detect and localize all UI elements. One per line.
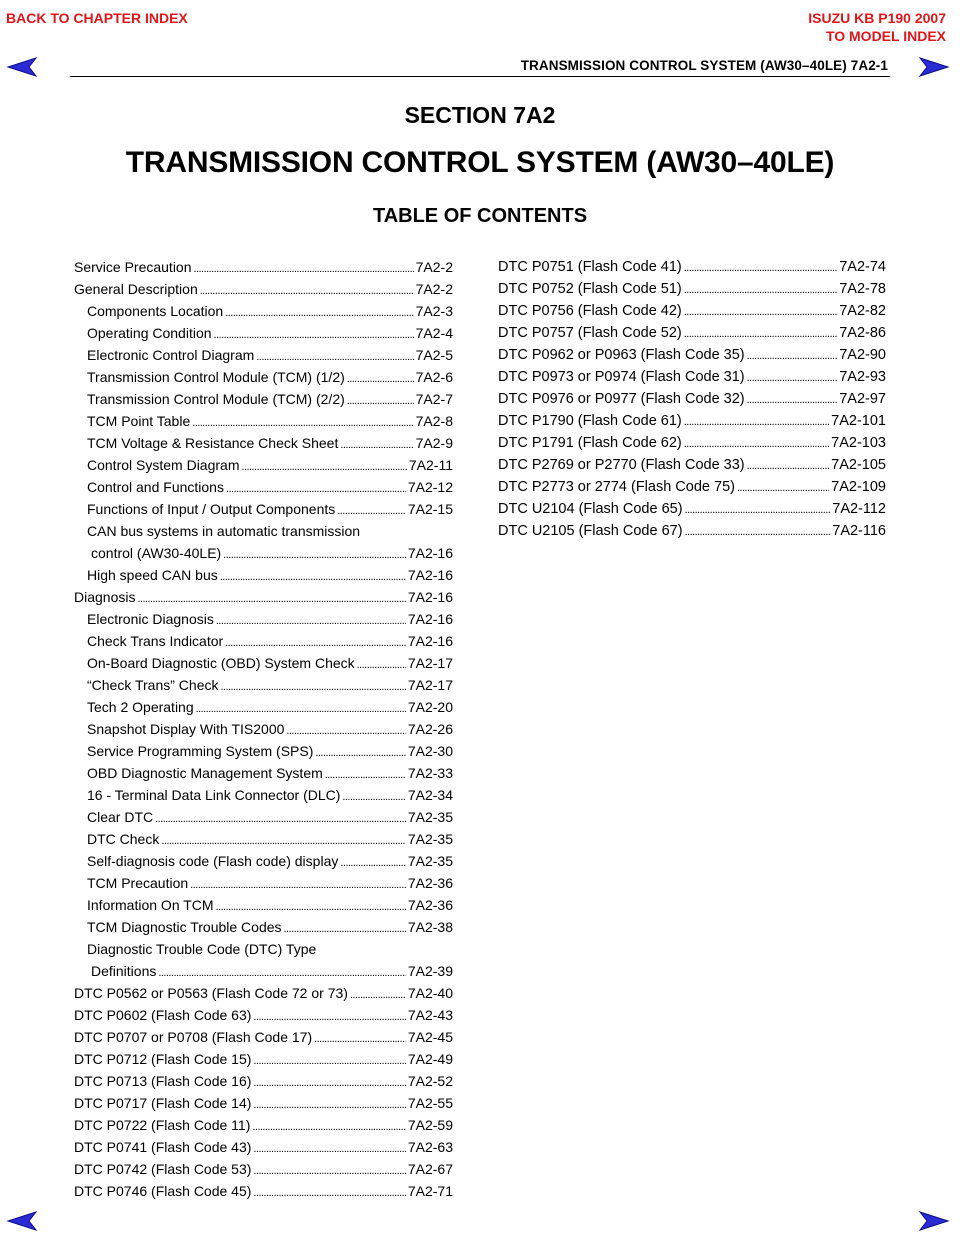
toc-dot-leader	[158, 963, 405, 979]
toc-dot-leader	[256, 347, 413, 363]
toc-dot-leader	[350, 985, 406, 1001]
toc-page-number: 7A2-33	[407, 765, 453, 781]
toc-page-number: 7A2-5	[415, 347, 453, 363]
toc-entry[interactable]	[74, 809, 453, 831]
toc-entry[interactable]	[74, 259, 453, 281]
toc-entry[interactable]	[74, 1051, 453, 1073]
toc-entry[interactable]	[498, 435, 886, 457]
toc-entry-title: Snapshot Display With TIS2000	[87, 721, 285, 737]
toc-entry-title: TCM Voltage & Resistance Check Sheet	[87, 435, 339, 451]
toc-dot-leader	[347, 369, 414, 385]
toc-dot-leader	[314, 1029, 406, 1045]
toc-entry-title: DTC P1790 (Flash Code 61)	[498, 413, 682, 429]
toc-dot-leader	[747, 457, 830, 473]
toc-entry-title: DTC P0713 (Flash Code 16)	[74, 1073, 252, 1089]
toc-dot-leader	[685, 523, 831, 539]
toc-dot-leader	[347, 391, 414, 407]
next-page-arrow-icon[interactable]	[918, 56, 950, 78]
toc-dot-leader	[284, 919, 406, 935]
toc-entry[interactable]	[74, 655, 453, 677]
page-title: TRANSMISSION CONTROL SYSTEM (AW30–40LE)	[125, 146, 835, 179]
model-title-link[interactable]: ISUZU KB P190 2007	[808, 10, 946, 26]
toc-entry[interactable]	[74, 391, 453, 413]
toc-entry-title: Service Programming System (SPS)	[87, 743, 314, 759]
toc-entry[interactable]	[74, 787, 453, 809]
toc-entry[interactable]	[74, 853, 453, 875]
toc-dot-leader	[223, 545, 406, 561]
toc-page-number: 7A2-17	[407, 677, 453, 693]
toc-page-number: 7A2-90	[839, 347, 886, 363]
toc-entry[interactable]	[498, 457, 886, 479]
toc-entry-title: DTC P0722 (Flash Code 11)	[74, 1117, 251, 1133]
toc-dot-leader	[684, 413, 829, 429]
toc-left-column	[74, 259, 453, 1205]
toc-dot-leader	[225, 633, 406, 649]
running-header: TRANSMISSION CONTROL SYSTEM (AW30–40LE) 7A2-1	[520, 58, 888, 73]
toc-page-number: 7A2-2	[415, 281, 453, 297]
toc-page-number: 7A2-8	[415, 413, 453, 429]
toc-dot-leader	[190, 875, 406, 891]
toc-page-number: 7A2-55	[407, 1095, 453, 1111]
toc-entry[interactable]	[74, 1183, 453, 1205]
toc-page-number: 7A2-12	[407, 479, 453, 495]
toc-page-number: 7A2-35	[407, 853, 453, 869]
toc-entry-title: Electronic Diagnosis	[87, 611, 214, 627]
toc-page-number: 7A2-86	[839, 325, 886, 341]
toc-page-number: 7A2-78	[839, 281, 886, 297]
toc-page-number: 7A2-39	[407, 963, 453, 979]
toc-entry[interactable]	[74, 765, 453, 787]
toc-entry-title: DTC P2773 or 2774 (Flash Code 75)	[498, 479, 735, 495]
toc-dot-leader	[747, 347, 838, 363]
toc-page-number: 7A2-59	[407, 1117, 453, 1133]
toc-page-number: 7A2-82	[839, 303, 886, 319]
toc-page-number: 7A2-103	[831, 435, 886, 451]
toc-dot-leader	[737, 479, 829, 495]
toc-entry[interactable]	[74, 699, 453, 721]
toc-dot-leader	[226, 479, 406, 495]
toc-entry[interactable]	[74, 435, 453, 457]
toc-page-number: 7A2-116	[832, 523, 886, 539]
toc-entry-title: DTC Check	[87, 831, 160, 847]
toc-dot-leader	[194, 259, 414, 275]
toc-page-number: 7A2-101	[831, 413, 886, 429]
toc-entry[interactable]	[74, 1007, 453, 1029]
toc-dot-leader	[342, 787, 405, 803]
toc-entry-title: Diagnostic Trouble Code (DTC) Type	[87, 941, 317, 957]
toc-entry[interactable]	[74, 413, 453, 435]
toc-dot-leader	[214, 325, 414, 341]
toc-entry[interactable]	[74, 567, 453, 589]
toc-entry-title: DTC P0976 or P0977 (Flash Code 32)	[498, 391, 745, 407]
toc-entry-title: Operating Condition	[87, 325, 212, 341]
toc-entry[interactable]	[498, 391, 886, 413]
toc-entry[interactable]	[74, 1029, 453, 1051]
toc-entry[interactable]	[74, 831, 453, 853]
toc-entry-title: DTC P0707 or P0708 (Flash Code 17)	[74, 1029, 313, 1045]
toc-dot-leader	[192, 413, 413, 429]
toc-page-number: 7A2-20	[407, 699, 453, 715]
back-to-chapter-index-link[interactable]: BACK TO CHAPTER INDEX	[6, 10, 188, 26]
toc-entry[interactable]	[74, 369, 453, 391]
toc-entry[interactable]	[74, 501, 453, 523]
toc-entry-title: Components Location	[87, 303, 224, 319]
toc-dot-leader	[357, 655, 406, 671]
toc-entry-title: DTC P0712 (Flash Code 15)	[74, 1051, 252, 1067]
previous-page-arrow-icon[interactable]	[6, 1210, 38, 1232]
toc-page-number: 7A2-16	[407, 633, 453, 649]
toc-entry-title: DTC P0717 (Flash Code 14)	[74, 1095, 252, 1111]
toc-page-number: 7A2-67	[407, 1161, 453, 1177]
toc-page-number: 7A2-36	[407, 897, 453, 913]
toc-entry-title: Check Trans Indicator	[87, 633, 224, 649]
toc-dot-leader	[340, 853, 405, 869]
toc-dot-leader	[253, 1161, 405, 1177]
toc-dot-leader	[253, 1007, 405, 1023]
toc-dot-leader	[747, 369, 838, 385]
toc-entry[interactable]	[74, 545, 453, 567]
toc-entry-title: DTC P0746 (Flash Code 45)	[74, 1183, 252, 1199]
toc-dot-leader	[684, 325, 837, 341]
toc-right-column	[498, 259, 886, 545]
toc-page-number: 7A2-74	[839, 259, 886, 275]
toc-entry-title: OBD Diagnostic Management System	[87, 765, 323, 781]
toc-entry-title: Clear DTC	[87, 809, 154, 825]
toc-entry-title: TCM Precaution	[87, 875, 189, 891]
toc-entry[interactable]	[498, 325, 886, 347]
toc-entry[interactable]	[498, 259, 886, 281]
toc-entry[interactable]	[498, 523, 886, 545]
toc-page-number: 7A2-109	[831, 479, 886, 495]
toc-entry-title: Self-diagnosis code (Flash code) display	[87, 853, 339, 869]
toc-dot-leader	[253, 1095, 405, 1111]
toc-entry[interactable]	[74, 1139, 453, 1161]
toc-entry[interactable]	[74, 985, 453, 1007]
toc-dot-leader	[684, 303, 837, 319]
toc-entry-title: Control and Functions	[87, 479, 224, 495]
toc-page-number: 7A2-93	[839, 369, 886, 385]
previous-page-arrow-icon[interactable]	[6, 56, 38, 78]
toc-page-number: 7A2-17	[407, 655, 453, 671]
toc-entry-title: DTC P0562 or P0563 (Flash Code 72 or 73)	[74, 985, 348, 1001]
toc-entry-title: DTC P1791 (Flash Code 62)	[498, 435, 682, 451]
toc-dot-leader	[225, 303, 413, 319]
toc-entry[interactable]	[74, 589, 453, 611]
toc-entry[interactable]	[498, 369, 886, 391]
toc-entry[interactable]	[74, 303, 453, 325]
toc-entry-title: General Description	[74, 281, 198, 297]
toc-dot-leader	[315, 743, 405, 759]
toc-entry-title: DTC P0757 (Flash Code 52)	[498, 325, 682, 341]
toc-page-number: 7A2-16	[407, 567, 453, 583]
toc-page-number: 7A2-71	[407, 1183, 453, 1199]
toc-entry-title: Definitions	[91, 963, 157, 979]
toc-dot-leader	[684, 281, 837, 297]
toc-entry[interactable]	[74, 721, 453, 743]
toc-heading: TABLE OF CONTENTS	[372, 205, 588, 227]
toc-entry[interactable]	[74, 1073, 453, 1095]
toc-entry-title: Transmission Control Module (TCM) (2/2)	[87, 391, 345, 407]
section-label: SECTION 7A2	[404, 102, 556, 128]
toc-dot-leader	[200, 281, 414, 297]
toc-entry[interactable]	[74, 611, 453, 633]
toc-entry[interactable]	[74, 1117, 453, 1139]
toc-page-number: 7A2-4	[415, 325, 453, 341]
toc-dot-leader	[340, 435, 413, 451]
toc-dot-leader	[220, 567, 406, 583]
toc-entry-title: DTC P0962 or P0963 (Flash Code 35)	[498, 347, 745, 363]
toc-entry-title: 16 - Terminal Data Link Connector (DLC)	[87, 787, 341, 803]
toc-page-number: 7A2-35	[407, 809, 453, 825]
toc-entry[interactable]	[74, 457, 453, 479]
toc-dot-leader	[253, 1139, 405, 1155]
toc-dot-leader	[196, 699, 406, 715]
toc-page-number: 7A2-36	[407, 875, 453, 891]
toc-entry-title: “Check Trans” Check	[87, 677, 219, 693]
toc-dot-leader	[286, 721, 405, 737]
toc-entry-title: Service Precaution	[74, 259, 192, 275]
toc-entry[interactable]	[498, 501, 886, 523]
toc-page-number: 7A2-52	[407, 1073, 453, 1089]
toc-entry-title: DTC U2105 (Flash Code 67)	[498, 523, 683, 539]
toc-entry[interactable]	[74, 677, 453, 699]
toc-entry[interactable]	[74, 875, 453, 897]
toc-page-number: 7A2-15	[407, 501, 453, 517]
toc-page-number: 7A2-9	[415, 435, 453, 451]
toc-entry[interactable]	[74, 479, 453, 501]
toc-dot-leader	[216, 611, 406, 627]
toc-entry-title: CAN bus systems in automatic transmission	[87, 523, 361, 539]
toc-entry-title: DTC P2769 or P2770 (Flash Code 33)	[498, 457, 745, 473]
toc-page-number: 7A2-40	[407, 985, 453, 1001]
toc-dot-leader	[253, 1051, 405, 1067]
toc-entry[interactable]	[74, 523, 453, 545]
toc-dot-leader	[253, 1183, 405, 1199]
toc-page-number: 7A2-49	[407, 1051, 453, 1067]
toc-entry-title: High speed CAN bus	[87, 567, 218, 583]
toc-entry-title: DTC P0741 (Flash Code 43)	[74, 1139, 252, 1155]
toc-page-number: 7A2-11	[408, 457, 453, 473]
toc-entry-title: DTC P0756 (Flash Code 42)	[498, 303, 682, 319]
toc-page-number: 7A2-3	[415, 303, 453, 319]
toc-entry-title: DTC U2104 (Flash Code 65)	[498, 501, 683, 517]
toc-entry[interactable]	[74, 347, 453, 369]
toc-page-number: 7A2-26	[407, 721, 453, 737]
toc-entry-title: Control System Diagram	[87, 457, 240, 473]
toc-page-number: 7A2-35	[407, 831, 453, 847]
toc-dot-leader	[747, 391, 838, 407]
toc-entry[interactable]	[74, 919, 453, 941]
toc-page-number: 7A2-38	[407, 919, 453, 935]
toc-page-number: 7A2-16	[407, 611, 453, 627]
header-divider	[70, 76, 890, 77]
toc-dot-leader	[685, 501, 831, 517]
toc-entry[interactable]	[74, 325, 453, 347]
toc-page-number: 7A2-7	[415, 391, 453, 407]
toc-entry-title: DTC P0973 or P0974 (Flash Code 31)	[498, 369, 745, 385]
toc-entry-title: TCM Point Table	[87, 413, 191, 429]
toc-dot-leader	[684, 435, 829, 451]
toc-page-number: 7A2-30	[407, 743, 453, 759]
toc-page-number: 7A2-97	[839, 391, 886, 407]
toc-page-number: 7A2-43	[407, 1007, 453, 1023]
toc-entry-title: control (AW30-40LE)	[91, 545, 222, 561]
toc-entry[interactable]	[498, 347, 886, 369]
toc-entry-title: DTC P0752 (Flash Code 51)	[498, 281, 682, 297]
toc-entry-title: Electronic Control Diagram	[87, 347, 255, 363]
toc-dot-leader	[253, 1073, 405, 1089]
toc-entry[interactable]	[74, 1161, 453, 1183]
toc-entry[interactable]	[74, 743, 453, 765]
toc-page-number: 7A2-16	[407, 589, 453, 605]
toc-page-number: 7A2-112	[832, 501, 886, 517]
to-model-index-link[interactable]: TO MODEL INDEX	[825, 28, 946, 44]
toc-dot-leader	[325, 765, 406, 781]
toc-dot-leader	[684, 259, 837, 275]
toc-dot-leader	[216, 897, 406, 913]
toc-entry[interactable]	[74, 281, 453, 303]
toc-dot-leader	[137, 589, 405, 605]
toc-entry-title: Information On TCM	[87, 897, 214, 913]
toc-entry[interactable]	[74, 897, 453, 919]
toc-entry-title: DTC P0602 (Flash Code 63)	[74, 1007, 252, 1023]
toc-entry-title: Functions of Input / Output Components	[87, 501, 336, 517]
toc-entry[interactable]	[498, 413, 886, 435]
toc-page-number: 7A2-6	[415, 369, 453, 385]
toc-entry-title: Transmission Control Module (TCM) (1/2)	[87, 369, 345, 385]
toc-entry-title: DTC P0751 (Flash Code 41)	[498, 259, 682, 275]
toc-entry-title: On-Board Diagnostic (OBD) System Check	[87, 655, 355, 671]
toc-page-number: 7A2-2	[415, 259, 453, 275]
toc-entry[interactable]	[74, 1095, 453, 1117]
toc-page-number: 7A2-16	[407, 545, 453, 561]
toc-entry[interactable]	[74, 633, 453, 655]
toc-page-number: 7A2-45	[407, 1029, 453, 1045]
toc-dot-leader	[252, 1117, 405, 1133]
toc-entry-title: TCM Diagnostic Trouble Codes	[87, 919, 282, 935]
toc-entry[interactable]	[74, 941, 453, 963]
toc-dot-leader	[155, 809, 406, 825]
toc-entry-title: Tech 2 Operating	[87, 699, 194, 715]
toc-entry-title: Diagnosis	[74, 589, 136, 605]
toc-dot-leader	[220, 677, 405, 693]
toc-page-number: 7A2-34	[407, 787, 453, 803]
toc-entry[interactable]	[74, 963, 453, 985]
toc-page-number: 7A2-105	[831, 457, 886, 473]
toc-entry[interactable]	[498, 281, 886, 303]
toc-dot-leader	[161, 831, 405, 847]
toc-entry[interactable]	[498, 303, 886, 325]
toc-dot-leader	[242, 457, 407, 473]
toc-dot-leader	[337, 501, 406, 517]
toc-entry[interactable]	[498, 479, 886, 501]
next-page-arrow-icon[interactable]	[918, 1210, 950, 1232]
toc-page-number: 7A2-63	[407, 1139, 453, 1155]
toc-entry-title: DTC P0742 (Flash Code 53)	[74, 1161, 252, 1177]
